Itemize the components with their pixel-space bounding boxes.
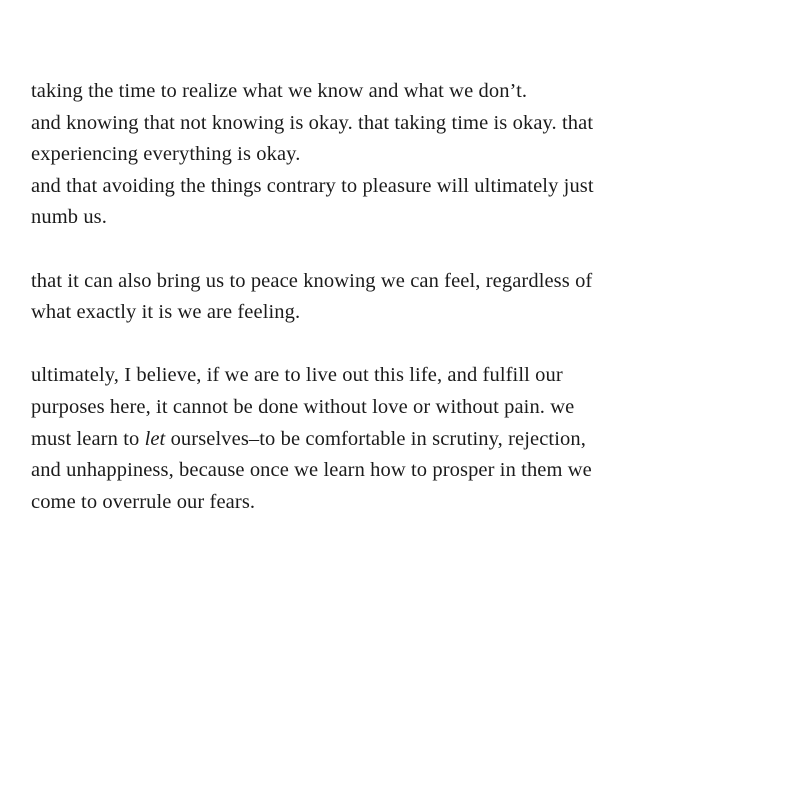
text-line: and that avoiding the things contrary to pleasure will ultimately just — [31, 174, 594, 197]
paragraph-spacer — [31, 234, 771, 266]
paragraph-spacer — [31, 329, 771, 361]
text-line: ultimately, I believe, if we are to live out this life, and fulfill our — [31, 364, 563, 387]
text-segment: ourselves–to be comfortable in scrutiny, rejection, — [165, 427, 586, 450]
paragraph-2 — [31, 266, 771, 329]
text-segment: must learn to — [31, 427, 145, 450]
text-line: purposes here, it cannot be done without love or without pain. we — [31, 395, 575, 418]
paragraph-1 — [31, 76, 771, 234]
text-line: and unhappiness, because once we learn how to prosper in them we — [31, 459, 592, 482]
paragraph-3 — [31, 360, 771, 518]
text-line — [31, 424, 771, 456]
text-line: taking the time to realize what we know and what we don’t. — [31, 80, 528, 102]
text-line: come to overrule our fears. — [31, 490, 256, 513]
text-line: that it can also bring us to peace knowing we can feel, regardless of — [31, 269, 593, 292]
text-body — [31, 76, 771, 518]
text-line: what exactly it is we are feeling. — [31, 301, 301, 324]
text-line: numb us. — [31, 206, 107, 229]
text-line: experiencing everything is okay. — [31, 143, 301, 166]
text-line: and knowing that not knowing is okay. that taking time is okay. that — [31, 111, 594, 134]
emphasized-word: let — [144, 427, 166, 450]
